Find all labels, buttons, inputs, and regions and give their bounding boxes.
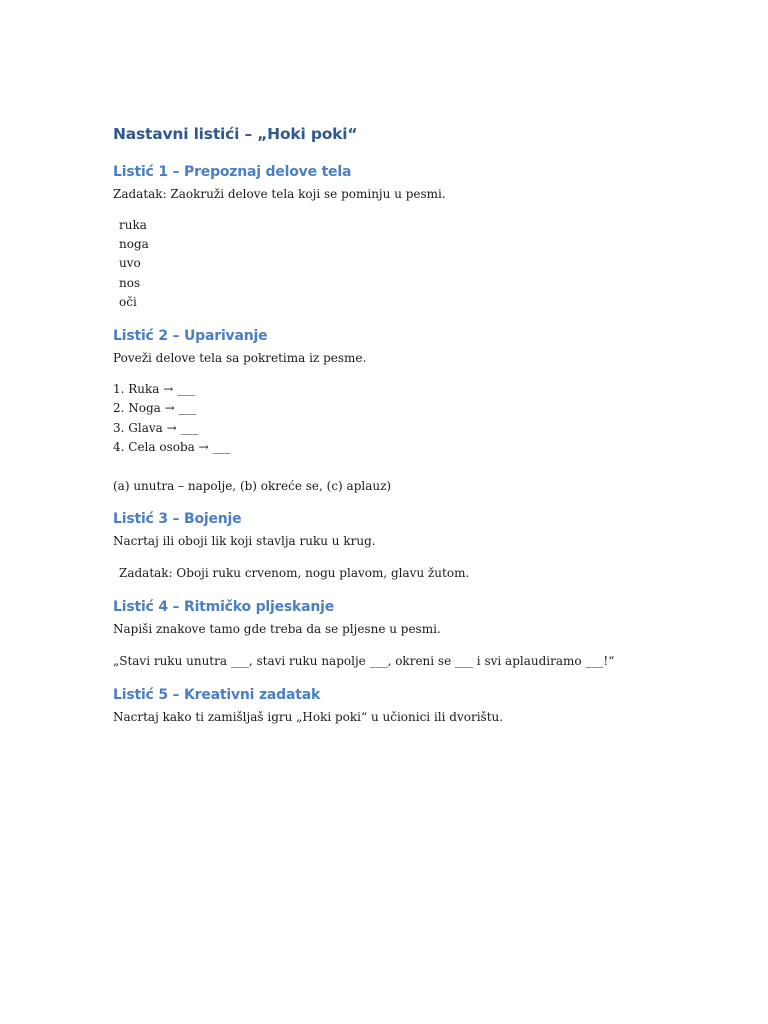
list-item: oči [119, 294, 137, 309]
sheet2-heading: Listić 2 – Uparivanje [113, 328, 268, 344]
sheet2-task: Poveži delove tela sa pokretima iz pesme. [113, 351, 367, 365]
document-title: Nastavni listići – „Hoki poki“ [113, 125, 358, 143]
sheet1-heading: Listić 1 – Prepoznaj delove tela [113, 164, 352, 180]
sheet1-task: Zadatak: Zaokruži delove tela koji se pominju u pesmi. [113, 187, 446, 201]
list-item: 1. Ruka → ___ [113, 382, 196, 396]
sheet2-options: (a) unutra – napolje, (b) okreće se, (c) aplauz) [113, 479, 392, 493]
sheet2-matching-list [113, 380, 230, 457]
sheet4-task: Napiši znakove tamo gde treba da se pljesne u pesmi. [113, 622, 441, 636]
sheet3-subtask: Zadatak: Oboji ruku crvenom, nogu plavom, glavu žutom. [119, 566, 470, 580]
sheet4-lyric: „Stavi ruku unutra ___, stavi ruku napolje ___, okreni se ___ i svi aplaudiramo ___!“ [113, 654, 615, 668]
sheet5-heading: Listić 5 – Kreativni zadatak [113, 687, 321, 703]
sheet3-heading: Listić 3 – Bojenje [113, 511, 242, 527]
list-item: 3. Glava → ___ [113, 420, 199, 435]
list-item: nos [119, 275, 141, 290]
list-item: noga [119, 237, 149, 252]
sheet5-task: Nacrtaj kako ti zamišljaš igru „Hoki poki“ u učionici ili dvorištu. [113, 710, 504, 724]
list-item: 4. Cela osoba → ___ [113, 439, 231, 454]
list-item: ruka [119, 218, 147, 232]
list-item: uvo [119, 256, 141, 271]
sheet3-task: Nacrtaj ili oboji lik koji stavlja ruku u krug. [113, 534, 376, 548]
list-item: 2. Noga → ___ [113, 401, 197, 416]
sheet4-heading: Listić 4 – Ritmičko pljeskanje [113, 599, 335, 615]
sheet1-word-list [119, 216, 149, 312]
